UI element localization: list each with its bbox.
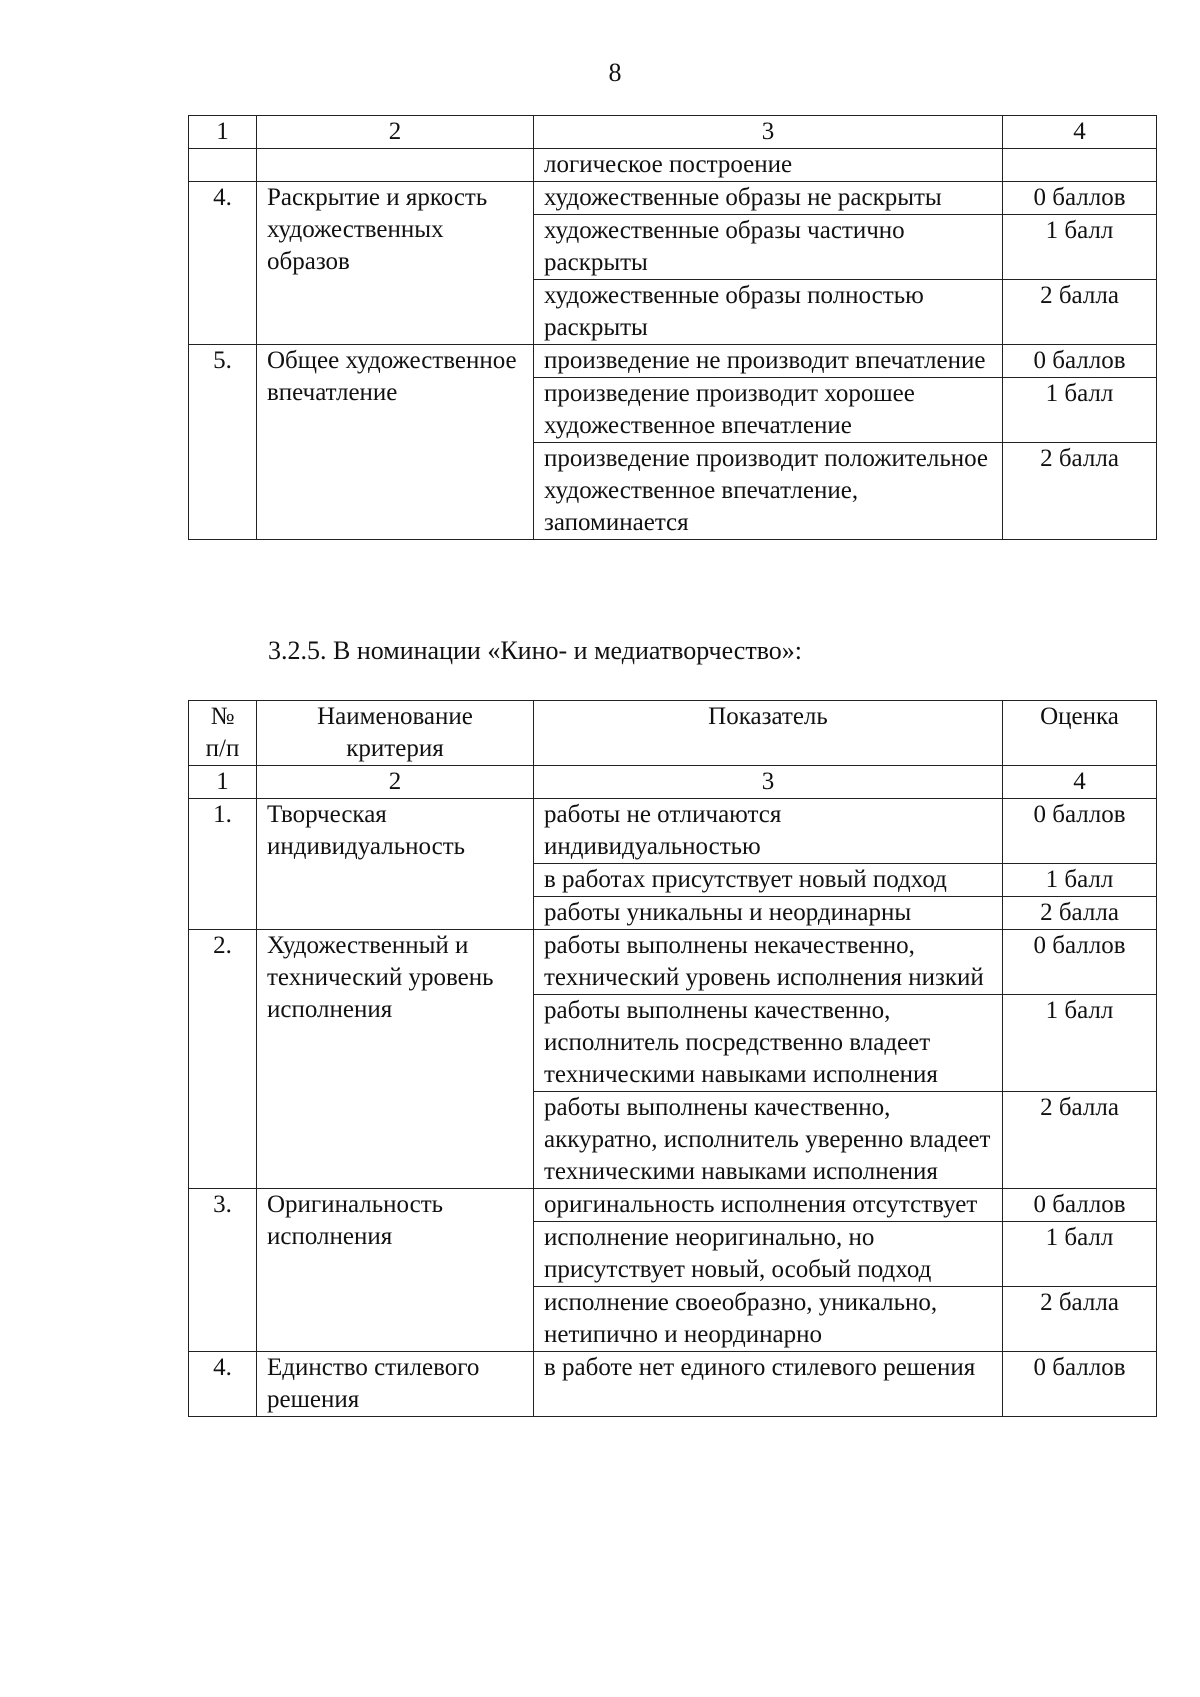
criterion-number: 1. — [189, 799, 257, 930]
header-indicator: Показатель — [534, 701, 1003, 766]
colnum-3: 3 — [534, 116, 1003, 149]
indicator-cell: произведение производит хорошее художественное впечатление — [534, 378, 1003, 443]
score-cell: 0 баллов — [1003, 1189, 1157, 1222]
criterion-number: 2. — [189, 930, 257, 1189]
criterion-name: Единство стилевого решения — [257, 1352, 534, 1417]
header-score: Оценка — [1003, 701, 1157, 766]
criterion-name: Общее художественное впечатление — [257, 345, 534, 540]
indicator-cell: работы выполнены качественно, аккуратно, исполнитель уверенно владеет техническими навыками исполнения — [534, 1092, 1003, 1189]
indicator-cell: исполнение неоригинально, но присутствует новый, особый подход — [534, 1222, 1003, 1287]
indicator-cell: работы уникальны и неординарны — [534, 897, 1003, 930]
criterion-number: 5. — [189, 345, 257, 540]
indicator-cell: логическое построение — [534, 149, 1003, 182]
criterion-name: Раскрытие и яркость художественных образов — [257, 182, 534, 345]
score-cell: 0 баллов — [1003, 1352, 1157, 1417]
score-cell: 1 балл — [1003, 1222, 1157, 1287]
indicator-cell: работы выполнены качественно, исполнитель посредственно владеет техническими навыками исполнения — [534, 995, 1003, 1092]
score-cell: 1 балл — [1003, 378, 1157, 443]
header-number: № п/п — [189, 701, 257, 766]
criterion-number: 4. — [189, 182, 257, 345]
indicator-cell: произведение не производит впечатление — [534, 345, 1003, 378]
indicator-cell: художественные образы частично раскрыты — [534, 215, 1003, 280]
indicator-cell: работы не отличаются индивидуальностью — [534, 799, 1003, 864]
table-row — [189, 345, 1157, 378]
score-cell: 2 балла — [1003, 897, 1157, 930]
criterion-name: Творческая индивидуальность — [257, 799, 534, 930]
indicator-cell: художественные образы полностью раскрыты — [534, 280, 1003, 345]
criterion-number: 4. — [189, 1352, 257, 1417]
empty-cell — [1003, 149, 1157, 182]
score-cell: 1 балл — [1003, 995, 1157, 1092]
indicator-cell: оригинальность исполнения отсутствует — [534, 1189, 1003, 1222]
criterion-name: Художественный и технический уровень исполнения — [257, 930, 534, 1189]
indicator-cell: в работе нет единого стилевого решения — [534, 1352, 1003, 1417]
table-row — [189, 1352, 1157, 1417]
score-cell: 1 балл — [1003, 215, 1157, 280]
empty-cell — [257, 149, 534, 182]
table-row — [189, 149, 1157, 182]
colnum-4: 4 — [1003, 116, 1157, 149]
score-cell: 0 баллов — [1003, 799, 1157, 864]
criteria-table-continued — [188, 115, 1157, 540]
colnum-1: 1 — [189, 766, 257, 799]
criterion-number: 3. — [189, 1189, 257, 1352]
colnum-2: 2 — [257, 766, 534, 799]
score-cell: 2 балла — [1003, 443, 1157, 540]
header-criterion: Наименование критерия — [257, 701, 534, 766]
table-row — [189, 930, 1157, 995]
indicator-cell: в работах присутствует новый подход — [534, 864, 1003, 897]
score-cell: 1 балл — [1003, 864, 1157, 897]
header-row — [189, 701, 1157, 766]
table-row — [189, 1189, 1157, 1222]
criterion-name: Оригинальность исполнения — [257, 1189, 534, 1352]
column-number-row — [189, 116, 1157, 149]
empty-cell — [189, 149, 257, 182]
page-number: 8 — [608, 58, 622, 87]
indicator-cell: художественные образы не раскрыты — [534, 182, 1003, 215]
colnum-4: 4 — [1003, 766, 1157, 799]
section-title: 3.2.5. В номинации «Кино- и медиатворчество»: — [268, 636, 803, 665]
colnum-1: 1 — [189, 116, 257, 149]
score-cell: 2 балла — [1003, 1092, 1157, 1189]
indicator-cell: исполнение своеобразно, уникально, нетипично и неординарно — [534, 1287, 1003, 1352]
score-cell: 0 баллов — [1003, 930, 1157, 995]
indicator-cell: произведение производит положительное художественное впечатление, запоминается — [534, 443, 1003, 540]
score-cell: 2 балла — [1003, 1287, 1157, 1352]
colnum-2: 2 — [257, 116, 534, 149]
column-number-row — [189, 766, 1157, 799]
criteria-table-media — [188, 700, 1157, 1417]
table-row — [189, 182, 1157, 215]
indicator-cell: работы выполнены некачественно, технический уровень исполнения низкий — [534, 930, 1003, 995]
table-row — [189, 799, 1157, 864]
score-cell: 0 баллов — [1003, 182, 1157, 215]
score-cell: 0 баллов — [1003, 345, 1157, 378]
score-cell: 2 балла — [1003, 280, 1157, 345]
colnum-3: 3 — [534, 766, 1003, 799]
